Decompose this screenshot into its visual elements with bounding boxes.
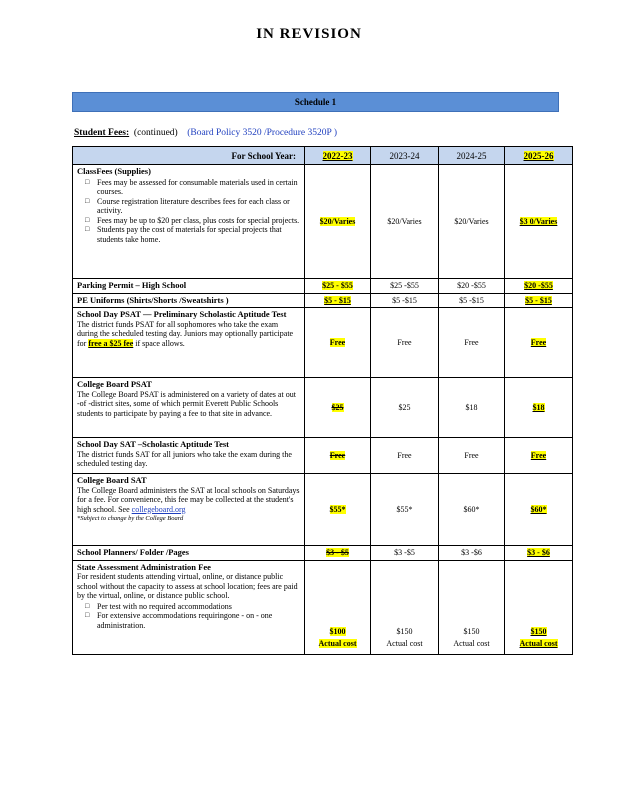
fee-description (73, 165, 305, 279)
table-row (73, 279, 573, 294)
fee-value: $20/Varies (371, 165, 439, 279)
page-title: IN REVISION (256, 26, 362, 42)
table-row (73, 438, 573, 474)
fee-value: $55* (371, 474, 439, 546)
table-row (73, 546, 573, 561)
fee-value: $3 0/Varies (505, 165, 573, 279)
list-item: □ Per test with no required accommodations (97, 602, 300, 612)
fees-heading (74, 128, 574, 138)
year-header: 2025-26 (505, 147, 573, 165)
list-item: □ For extensive accommodations requiringone - on - one administration. (97, 611, 300, 630)
fee-value: $3 - $6 (505, 546, 573, 561)
fee-value: $100 Actual cost (305, 560, 371, 654)
table-row (73, 474, 573, 546)
fee-description: School Day SAT –Scholastic Aptitude Test The district funds SAT for all juniors who take the exam during the scheduled testing day. (73, 438, 305, 474)
fee-value: Free (505, 438, 573, 474)
fee-value: $60* (505, 474, 573, 546)
fee-title: School Day SAT –Scholastic Aptitude Test (77, 439, 230, 449)
schedule-banner (72, 92, 559, 112)
fee-value: $150 Actual cost (371, 560, 439, 654)
list-item: □ Students pay the cost of materials for special projects that students take home. (97, 225, 300, 244)
table-row (73, 293, 573, 308)
year-header: 2022-23 (305, 147, 371, 165)
table-row (73, 308, 573, 378)
fee-value: Free (305, 308, 371, 378)
fee-value: Free (505, 308, 573, 378)
fee-value: $25 (305, 378, 371, 438)
fee-title: College Board PSAT (77, 379, 152, 389)
table-row (73, 165, 573, 279)
fee-title: ClassFees (Supplies) (77, 166, 151, 176)
fee-value: $5 - $15 (305, 293, 371, 308)
fee-description: College Board SAT The College Board administers the SAT at local schools on Saturdays for a fee. For convenience, this fee may be collected at the student's high school. See collegeboard.org *Subject to change by the College Board (73, 474, 305, 546)
fee-value: $25 (371, 378, 439, 438)
collegeboard-link[interactable]: collegeboard.org (131, 504, 186, 514)
schedule-label: Schedule 1 (294, 97, 337, 107)
table-row (73, 560, 573, 654)
list-item: □ Fees may be up to $20 per class, plus costs for special projects. (97, 216, 300, 226)
fee-value: Free (439, 438, 505, 474)
fee-value: Free (439, 308, 505, 378)
fee-value: $3 -$6 (439, 546, 505, 561)
year-header: 2023-24 (371, 147, 439, 165)
fee-description: School Planners/ Folder /Pages (73, 546, 305, 561)
fee-value: $20 -$55 (505, 279, 573, 294)
list-item: □ Fees may be assessed for consumable materials used in certain courses. (97, 178, 300, 197)
fees-continued: (continued) (133, 128, 178, 138)
fee-title: School Day PSAT — Preliminary Scholastic Aptitude Test (77, 309, 287, 319)
fee-value: $55* (305, 474, 371, 546)
fee-value: $150 Actual cost (439, 560, 505, 654)
fee-value: Free (371, 308, 439, 378)
fee-value: $5 - $15 (505, 293, 573, 308)
fee-value: $25 - $55 (305, 279, 371, 294)
fee-value: $60* (439, 474, 505, 546)
fee-description: State Assessment Administration Fee For resident students attending virtual, online, or distance public school without the capacity to assess at school location; fees are paid by the virtual, online, or distance public school. □ Per test with no required accommodations □ For extensive accommodations requiringone - on - one administration. (73, 560, 305, 654)
fee-value: $20/Varies (439, 165, 505, 279)
fee-value: Free (371, 438, 439, 474)
fees-title: Student Fees: (74, 128, 130, 138)
fee-value: $150 Actual cost (505, 560, 573, 654)
list-item: □ Course registration literature describes fees for each class or activity. (97, 197, 300, 216)
fee-value: $25 -$55 (371, 279, 439, 294)
table-row (73, 378, 573, 438)
fee-description: College Board PSAT The College Board PSAT is administered on a variety of dates at out -of -district sites, some of which permit Everett Public Schools students to participate by paying a fee to that site in advance. (73, 378, 305, 438)
fee-value: $18 (439, 378, 505, 438)
fee-value: $18 (505, 378, 573, 438)
header-label: For School Year: (73, 147, 305, 165)
fee-value: $5 -$15 (439, 293, 505, 308)
fee-value: $5 -$15 (371, 293, 439, 308)
fee-value: $3 -$5 (371, 546, 439, 561)
fee-value: $3 - $5 (305, 546, 371, 561)
fees-table (72, 146, 573, 655)
fee-description: Parking Permit – High School (73, 279, 305, 294)
table-header-row (73, 147, 573, 165)
fee-title: College Board SAT (77, 475, 147, 485)
fee-title: State Assessment Administration Fee (77, 561, 211, 572)
fee-description: PE Uniforms (Shirts/Shorts /Sweatshirts ) (73, 293, 305, 308)
year-header: 2024-25 (439, 147, 505, 165)
fee-value: $20 -$55 (439, 279, 505, 294)
fee-value: Free (305, 438, 371, 474)
policy-reference: (Board Policy 3520 /Procedure 3520P ) (187, 128, 337, 138)
fee-description: School Day PSAT — Preliminary Scholastic Aptitude Test The district funds PSAT for all sophomores who take the exam during the scheduled testing day. Juniors may optionally participate for free a $25 fee if space allows. (73, 308, 305, 378)
footnote: *Subject to change by the College Board (77, 515, 184, 522)
fee-value: $20/Varies (305, 165, 371, 279)
